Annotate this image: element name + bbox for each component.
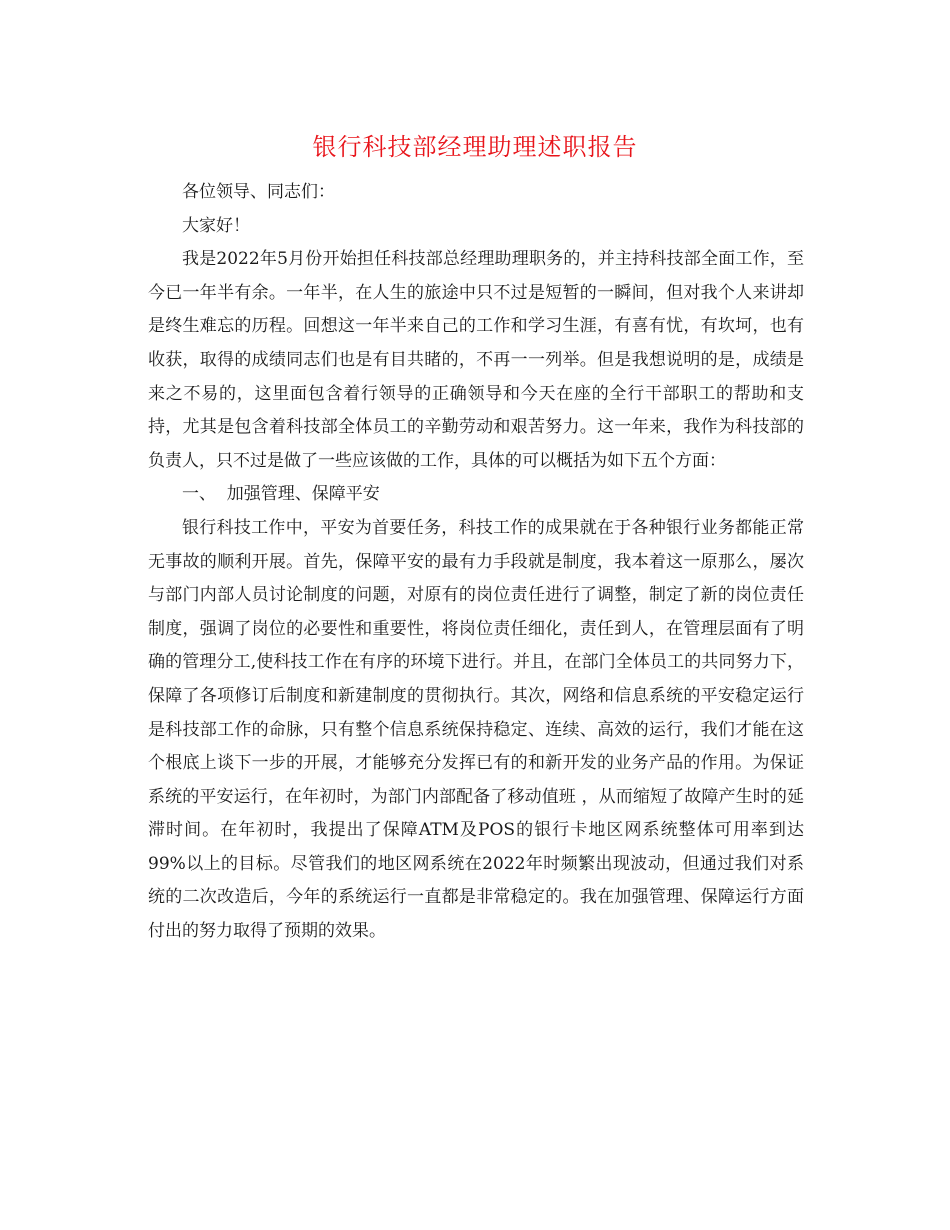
intro-paragraph: 我是2022年5月份开始担任科技部总经理助理职务的，并主持科技部全面工作，至今已一年半有余。一年半，在人生的旅途中只不过是短暂的一瞬间，但对我个人来讲却是终生难忘的历程。回想这一年半来自己的工作和学习生涯，有喜有忧，有坎坷，也有收获，取得的成绩同志们也是有目共睹的，不再一一列举。但是我想说明的是，成绩是来之不易的，这里面包含着行领导的正确领导和今天在座的全行干部职工的帮助和支持，尤其是包含着科技部全体员工的辛勤劳动和艰苦努力。这一年来，我作为科技部的负责人，只不过是做了一些应该做的工作，具体的可以概括为如下五个方面： bbox=[148, 249, 804, 471]
salutation: 各位领导、同志们： bbox=[182, 182, 335, 202]
document-body bbox=[148, 176, 804, 949]
greeting: 大家好！ bbox=[182, 215, 250, 236]
section-paragraph: 银行科技工作中，平安为首要任务，科技工作的成果就在于各种银行业务都能正常无事故的顺利开展。首先，保障平安的最有力手段就是制度，我本着这一原那么，屡次与部门内部人员讨论制度的问题，对原有的岗位责任进行了调整，制定了新的岗位责任制度，强调了岗位的必要性和重要性，将岗位责任细化，责任到人，在管理层面有了明确的管理分工,使科技工作在有序的环境下进行。并且，在部门全体员工的共同努力下，保障了各项修订后制度和新建制度的贯彻执行。其次，网络和信息系统的平安稳定运行是科技部工作的命脉，只有整个信息系统保持稳定、连续、高效的运行，我们才能在这个根底上谈下一步的开展，才能够充分发挥已有的和新开发的业务产品的作用。为保证系统的平安运行，在年初时，为部门内部配备了移动值班 ，从而缩短了故障产生时的延滞时间。在年初时，我提出了保障ATM及POS的银行卡地区网系统整体可用率到达99%以上的目标。尽管我们的地区网系统在2022年时频繁出现波动，但通过我们对系统的二次改造后，今年的系统运行一直都是非常稳定的。我在加强管理、保障运行方面付出的努力取得了预期的效果。 bbox=[148, 517, 804, 942]
document-title: 银行科技部经理助理述职报告 bbox=[312, 133, 638, 161]
section-heading: 一、 加强管理、保障平安 bbox=[182, 484, 380, 505]
